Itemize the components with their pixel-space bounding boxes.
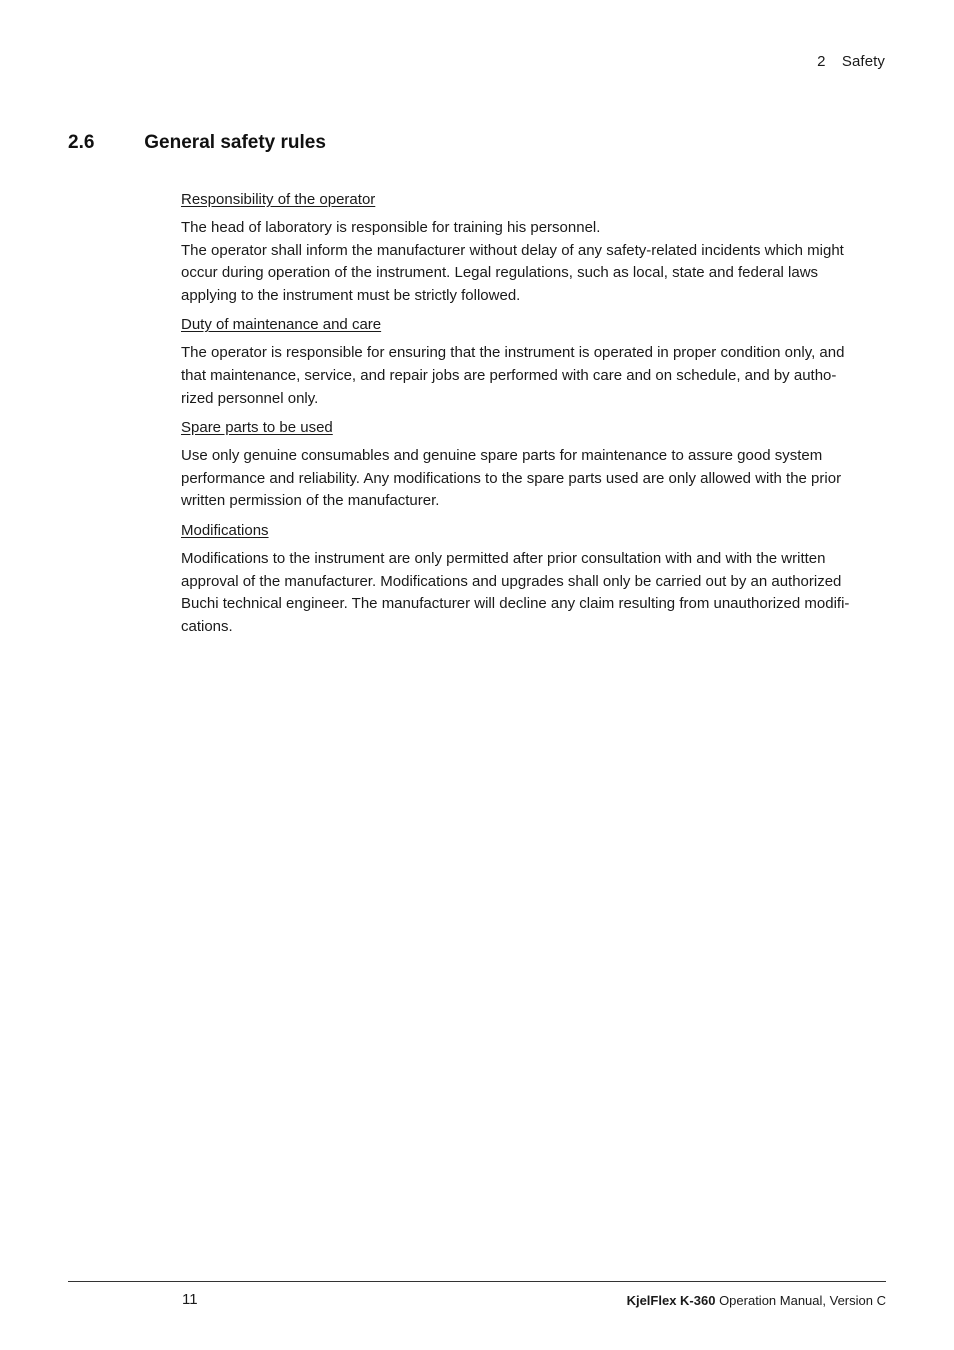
product-name: KjelFlex K-360 bbox=[626, 1293, 716, 1308]
page-number: 11 bbox=[182, 1291, 198, 1308]
section-heading bbox=[68, 132, 326, 154]
footer-document-title bbox=[627, 1293, 886, 1308]
paragraph-spare-parts: Use only genuine consumables and genuine spare parts for maintenance to assure good system performance and reliability. Any modifications to the spare parts used are only allowed with the prior written permission of the manufacturer. bbox=[181, 447, 842, 510]
paragraph-maintenance: The operator is responsible for ensuring that the instrument is operated in proper condition only, and that maintenance, service, and repair jobs are performed with care and on schedule, and by autho- rized personnel only. bbox=[181, 344, 845, 407]
subheading-maintenance: Duty of maintenance and care bbox=[181, 316, 382, 334]
paragraph-responsibility: The head of laboratory is responsible for training his personnel. The operator shall inform the manufacturer without delay of any safety-related incidents which might occur during operation of the instrument. Legal regulations, such as local, state and federal laws applying to the instrument must be strictly followed. bbox=[181, 219, 844, 304]
section-number: 2.6 bbox=[68, 132, 95, 153]
subheading-modifications: Modifications bbox=[181, 521, 269, 539]
running-header bbox=[817, 53, 885, 70]
section-title: General safety rules bbox=[144, 132, 326, 153]
paragraph-modifications: Modifications to the instrument are only permitted after prior consultation with and with the written approval of the manufacturer. Modifications and upgrades shall only be carried out by an authorized Buchi technical engineer. The manufacturer will decline any claim resulting from unauthorized modifi- cations. bbox=[181, 549, 850, 635]
subheading-responsibility: Responsibility of the operator bbox=[181, 191, 376, 208]
chapter-number: 2 bbox=[817, 53, 826, 70]
manual-title: Operation Manual, Version C bbox=[715, 1293, 886, 1308]
section-body bbox=[181, 190, 881, 646]
subheading-spare-parts: Spare parts to be used bbox=[181, 419, 333, 437]
chapter-title: Safety bbox=[841, 53, 885, 70]
footer-divider bbox=[68, 1281, 886, 1282]
